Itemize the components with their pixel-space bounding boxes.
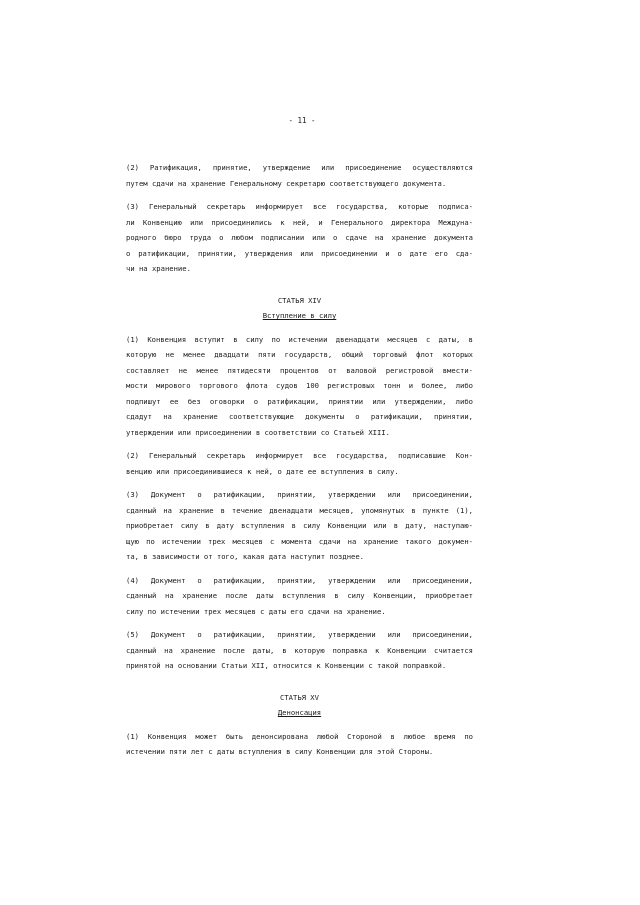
article-14-paragraph [126,487,473,565]
text-line: сданный на хранение после даты вступления в силу Конвенции, приобретает [126,591,473,600]
text-line: (4) Документ о ратификации, принятии, утверждении или присоединении, [126,575,473,585]
text-line: о ратификации, принятии, утверждения или присоединении и о дате его сда- [126,248,473,258]
text-line: составляет не менее пятидесяти процентов от валовой регистровой вмести- [126,365,473,375]
text-line: силу по истечении трех месяцев с даты его сдачи на хранение. [126,606,386,616]
document-body [126,160,473,768]
preceding-paragraphs [126,160,473,277]
text-line: та, в зависимости от того, какая дата наступит позднее. [126,552,364,561]
article-15-paragraph [126,729,473,760]
text-line: чи на хранение. [126,264,191,273]
text-line: (2) Генеральный секретарь информирует все государства, подписавшие Кон- [126,451,473,460]
preamble-paragraph [126,199,473,277]
text-line: сданный на хранение после даты, в которую поправка к Конвенции считается [126,645,473,655]
text-line: (1) Конвенция может быть денонсирована любой Стороной в любое время по [126,731,473,741]
text-line: ли Конвенцию или присоединились к ней, и Генерального директора Междуна- [126,217,473,227]
text-line: (2) Ратификация, принятие, утверждение или присоединение осуществляются [126,163,473,172]
text-line: (1) Конвенция вступит в силу по истечении двенадцати месяцев с даты, в [126,334,473,344]
text-line: которую не менее двадцати пяти государств, общий торговый флот которых [126,350,473,359]
article-15-paragraphs [126,729,473,760]
text-line: (3) Документ о ратификации, принятии, утверждении или присоединении, [126,490,473,499]
article-14-paragraphs [126,332,473,674]
text-line: (5) Документ о ратификации, принятии, утверждении или присоединении, [126,630,473,639]
text-line: утверждении или присоединении в соответствии со Статьей XIII. [126,427,390,437]
text-line: (3) Генеральный секретарь информирует все государства, которые подписа- [126,202,473,211]
text-line: сданный на хранение в течение двенадцати месяцев, упомянутых в пункте (1), [126,505,473,515]
text-line: мости мирового торгового флота судов 100 регистровых тонн и более, либо [126,381,473,390]
article-15-subtitle: Денонсация [277,708,322,717]
article-14-paragraph [126,573,473,620]
article-14-subtitle: Вступление в силу [262,311,337,320]
text-line: приобретает силу в дату вступления в силу Конвенции или в дату, наступаю- [126,521,473,530]
text-line: родного бюро труда о любом подписании или о сдаче на хранение документа [126,233,473,242]
article-15-title: СТАТЬЯ XV [280,692,319,702]
article-14-paragraph [126,627,473,674]
text-line: принятой на основании Статьи XII, относится к Конвенции с такой поправкой. [126,661,447,670]
text-line: щую по истечении трех месяцев с момента сдачи на хранение такого докумен- [126,536,473,546]
text-line: подпишут ее без оговорки о ратификации, принятии или утверждении, либо [126,396,473,406]
text-line: путем сдачи на хранение Генеральному секретарю соответствующего документа. [126,178,447,188]
article-14-paragraph [126,332,473,441]
preamble-paragraph [126,160,473,191]
text-line: истечении пяти лет с даты вступления в силу Конвенции для этой Стороны. [126,747,434,756]
text-line: венцию или присоединившиеся к ней, о дате ее вступления в силу. [126,466,399,476]
article-14-paragraph [126,448,473,479]
article-14-title: СТАТЬЯ XIV [277,295,322,305]
text-line: сдадут на хранение соответствующие документы о ратификации, принятии, [126,412,473,421]
page-number: - 11 - [288,116,316,125]
